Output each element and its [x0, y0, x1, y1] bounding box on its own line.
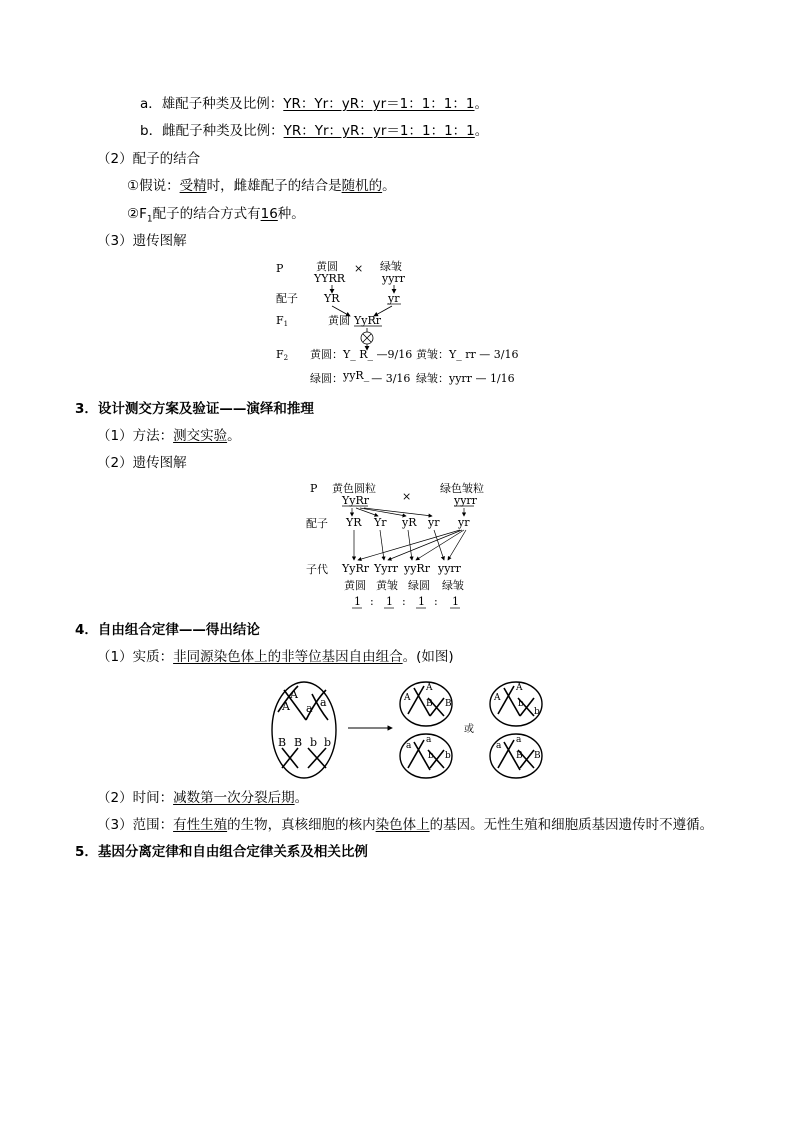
parent-genotype-recessive: yyrr [454, 494, 477, 507]
male-gamete-ratio: YR：Yr：yR：yr＝1：1：1：1 [283, 96, 475, 112]
offspring-3: yyRr [404, 562, 430, 575]
gamete-4: yr [428, 516, 440, 529]
allele-label: b [518, 699, 524, 709]
offspring-2: Yyrr [374, 562, 398, 575]
time-text: 减数第一次分裂后期 [173, 790, 295, 806]
essence-text: 非同源染色体上的非等位基因自由组合 [173, 649, 403, 665]
f2-yellow-wrinkled: 黄皱：Y_ rr — 3/16 [416, 348, 519, 361]
green-wrinkled-label: 绿皱 [380, 260, 402, 273]
subscript: 1 [146, 214, 153, 225]
time-line [97, 789, 308, 807]
arrow [380, 530, 384, 560]
yyrr-recessive-genotype: yyrr [382, 272, 405, 285]
combination-label: ②F [127, 206, 147, 222]
allele-label: B [294, 736, 303, 749]
female-gamete-label: b．雌配子种类及比例： [140, 123, 284, 139]
scope-line [97, 816, 713, 834]
p-label: P [310, 482, 318, 495]
cross-symbol: × [354, 262, 364, 275]
gamete-label: 配子 [306, 517, 328, 530]
dihybrid-cross-diagram [270, 258, 530, 390]
allele-label: A [404, 693, 411, 703]
phenotype-1: 黄圆 [344, 579, 366, 592]
ratio-colon: : [370, 595, 374, 608]
ratio-colon: : [434, 595, 438, 608]
allele-label: b [324, 736, 332, 749]
fertilization-term: 受精 [179, 178, 207, 194]
parent-genotype-dominant: YyRr [342, 494, 370, 507]
allele-label: A [426, 683, 433, 693]
male-gamete-label: a．雄配子种类及比例： [140, 96, 284, 112]
allele-label: B [445, 699, 452, 709]
chromosome-term: 染色体上 [375, 817, 430, 833]
scope-label: （3）范围： [97, 817, 174, 833]
section-5-title: 5．基因分离定律和自由组合定律关系及相关比例 [75, 844, 368, 860]
testcross-diagram [300, 478, 510, 612]
period: 。 [294, 790, 309, 806]
offspring-1: YyRr [342, 562, 370, 575]
gamete-2: Yr [374, 516, 387, 529]
allele-label: b [445, 751, 451, 761]
essence-end: 。(如图) [402, 649, 454, 665]
allele-label: a [426, 735, 432, 745]
allele-label: b [310, 736, 318, 749]
gamete-yr-recessive: yr [388, 292, 400, 305]
method-line [97, 427, 241, 445]
f1-label: F1 [276, 314, 289, 328]
f1-genotype: YyRr [354, 314, 382, 327]
male-gamete-line [140, 95, 488, 113]
arrow [358, 530, 460, 560]
scope-text: 的生物，真核细胞的核内 [227, 817, 376, 833]
testcross-diagram-heading: （2）遗传图解 [97, 455, 187, 471]
period: 。 [474, 123, 489, 139]
f2-label: F2 [276, 348, 289, 362]
ratio-colon: : [402, 595, 406, 608]
gamete-yr-dominant: YR [324, 292, 340, 305]
allele-label: B [516, 751, 523, 761]
cross-symbol: × [402, 490, 412, 503]
allele-label: A [282, 700, 290, 713]
gamete-1: YR [346, 516, 362, 529]
allele-label: b [428, 751, 434, 761]
period: 。 [227, 428, 241, 444]
testcross-term: 测交实验 [173, 428, 228, 444]
period: 。 [474, 96, 488, 112]
random-term: 随机的 [341, 178, 383, 194]
female-gamete-ratio: YR：Yr：yR：yr＝1：1：1：1 [283, 123, 475, 139]
section-4-title: 4．自由组合定律——得出结论 [75, 622, 260, 638]
essence-line [97, 648, 454, 666]
allele-label: a [320, 696, 327, 709]
section-3-title: 3．设计测交方案及验证——演绎和推理 [75, 401, 314, 417]
combination-end: 种。 [277, 206, 305, 222]
allele-label: B [534, 751, 541, 761]
gamete-3: yR [402, 516, 417, 529]
allele-label: a [516, 735, 522, 745]
combination-count-line [127, 205, 305, 229]
f2-green-round: 绿圆：yyR_ — 3/16 [310, 369, 411, 385]
f1-phenotype: 黄圆 [328, 314, 350, 327]
genetic-diagram-heading: （3）遗传图解 [97, 233, 187, 249]
p-label: P [276, 262, 284, 275]
sexual-reproduction-term: 有性生殖 [173, 817, 228, 833]
allele-label: A [494, 693, 501, 703]
allele-label: a [306, 702, 313, 715]
allele-label: a [406, 741, 412, 751]
hypothesis-label: ①假说： [127, 178, 180, 194]
gamete-label: 配子 [276, 292, 298, 305]
phenotype-2: 黄皱 [376, 579, 398, 592]
f2-green-wrinkled: 绿皱：yyrr — 1/16 [416, 372, 515, 385]
ratio-3: 1 [418, 595, 425, 608]
combination-count: 16 [260, 206, 278, 222]
ratio-4: 1 [452, 595, 459, 608]
time-label: （2）时间： [97, 790, 174, 806]
ratio-1: 1 [354, 595, 361, 608]
allele-label: A [290, 688, 298, 701]
chromosome-diagram [268, 676, 558, 784]
offspring-4: yyrr [438, 562, 461, 575]
allele-label: B [426, 699, 433, 709]
f2-yellow-round: 黄圆：Y_ R_ —9/16 [310, 348, 413, 361]
hypothesis-text: 时，雌雄配子的结合是 [206, 178, 342, 194]
period: 。 [382, 178, 396, 194]
green-wrinkled-seed-label: 绿色皱粒 [440, 482, 484, 495]
gamete-5: yr [458, 516, 470, 529]
hypothesis-line [127, 177, 396, 195]
essence-label: （1）实质： [97, 649, 174, 665]
yellow-round-seed-label: 黄色圆粒 [332, 482, 376, 495]
combination-text: 配子的结合方式有 [152, 206, 261, 222]
yellow-round-label: 黄圆 [316, 260, 338, 273]
phenotype-4: 绿皱 [442, 579, 464, 592]
yyrr-dominant-genotype: YYRR [314, 272, 346, 285]
female-gamete-line [140, 122, 488, 140]
phenotype-3: 绿圆 [408, 579, 430, 592]
allele-label: a [496, 741, 502, 751]
allele-label: b [534, 707, 540, 717]
or-label: 或 [464, 724, 474, 735]
arrow [434, 530, 444, 560]
method-label: （1）方法： [97, 428, 174, 444]
gamete-union-heading: （2）配子的结合 [97, 151, 201, 167]
allele-label: A [516, 683, 523, 693]
scope-text-end: 的基因。无性生殖和细胞质基因遗传时不遵循。 [429, 817, 714, 833]
offspring-label: 子代 [306, 563, 328, 576]
allele-label: B [278, 736, 287, 749]
ratio-2: 1 [386, 595, 393, 608]
